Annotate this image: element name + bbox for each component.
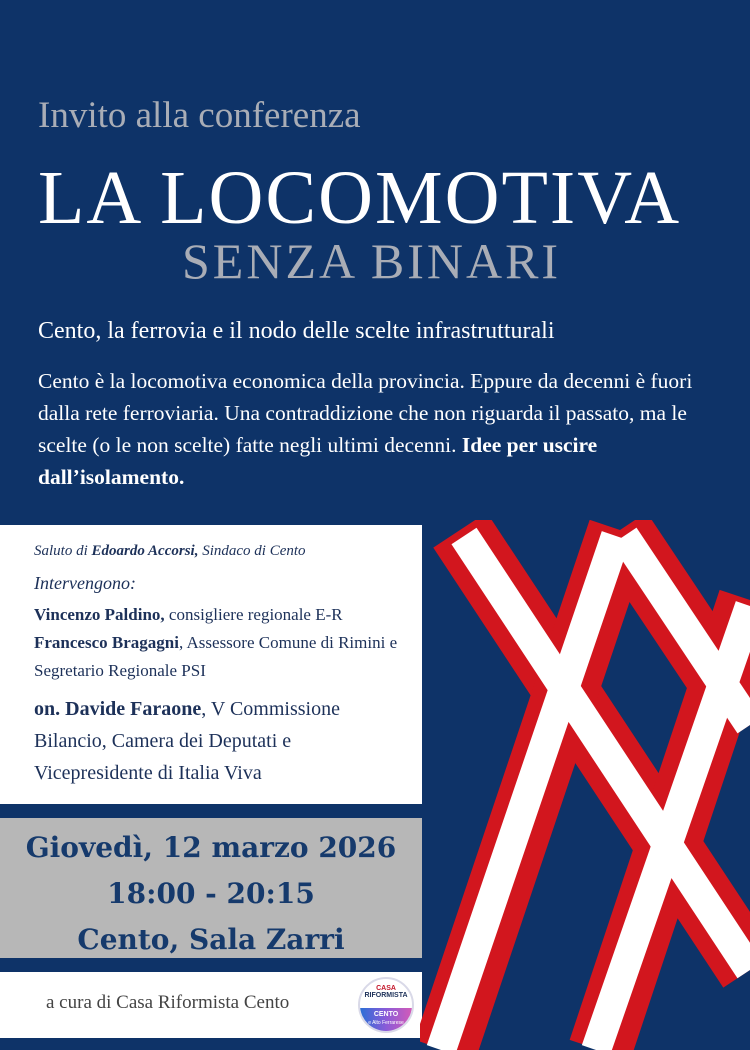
invite-heading: Invito alla conferenza	[38, 95, 361, 136]
description-emphasis: Idee per uscire dall’isolamento.	[38, 433, 598, 489]
description-text: Cento è la locomotiva economica della provincia. Eppure da decenni è fuori dalla rete ferroviaria. Una contraddizione che non riguarda il passato, ma le scelte (o le non scelte) fatte negli ultimi decenni.	[38, 369, 693, 457]
logo-band	[360, 1008, 412, 1031]
speakers-panel	[0, 525, 422, 804]
speaker-item	[34, 603, 414, 627]
greeting-prefix: Saluto di	[34, 543, 88, 559]
tagline: Cento, la ferrovia e il nodo delle scelte infrastrutturali	[38, 318, 555, 344]
event-details	[0, 818, 422, 958]
logo-line-3: CENTO	[373, 1011, 399, 1018]
logo-line-2: RIFORMISTA	[364, 992, 408, 999]
event-time: 18:00 - 20:15	[107, 877, 315, 910]
greeting-role: Sindaco di Cento	[202, 543, 306, 559]
greeting-name: Edoardo Accorsi,	[91, 543, 199, 559]
logo-line-4: e Alto Ferrarese	[368, 1020, 404, 1026]
speaker-role: , Assessore Comune di Rimini e Segretario Regionale PSI	[34, 633, 398, 680]
greeting-line	[34, 543, 306, 560]
footer	[0, 972, 422, 1038]
header-section	[0, 0, 750, 520]
logo-top	[360, 985, 412, 999]
speaker-name: on. Davide Faraone	[34, 698, 202, 720]
speaker-item	[34, 693, 414, 789]
logo-line-1: CASA	[376, 985, 396, 992]
page-subtitle: SENZA BINARI	[182, 233, 562, 289]
casa-riformista-logo	[358, 977, 414, 1033]
railway-crossing-sign-icon	[420, 520, 750, 1050]
page-title: LA LOCOMOTIVA	[38, 156, 682, 240]
curated-by: a cura di Casa Riformista Cento	[46, 992, 290, 1013]
speaker-name: Francesco Bragagni	[34, 633, 179, 652]
speaker-name: Vincenzo Paldino,	[34, 605, 165, 624]
event-place: Cento, Sala Zarri	[77, 923, 345, 956]
event-date: Giovedì, 12 marzo 2026	[25, 831, 397, 864]
description	[38, 365, 718, 493]
speaker-role: , V Commissione Bilancio, Camera dei Deputati e Vicepresidente di Italia Viva	[34, 698, 340, 784]
speakers-intro: Intervengono:	[34, 573, 136, 593]
speaker-item	[34, 629, 414, 685]
speaker-role: consigliere regionale E-R	[168, 605, 343, 624]
